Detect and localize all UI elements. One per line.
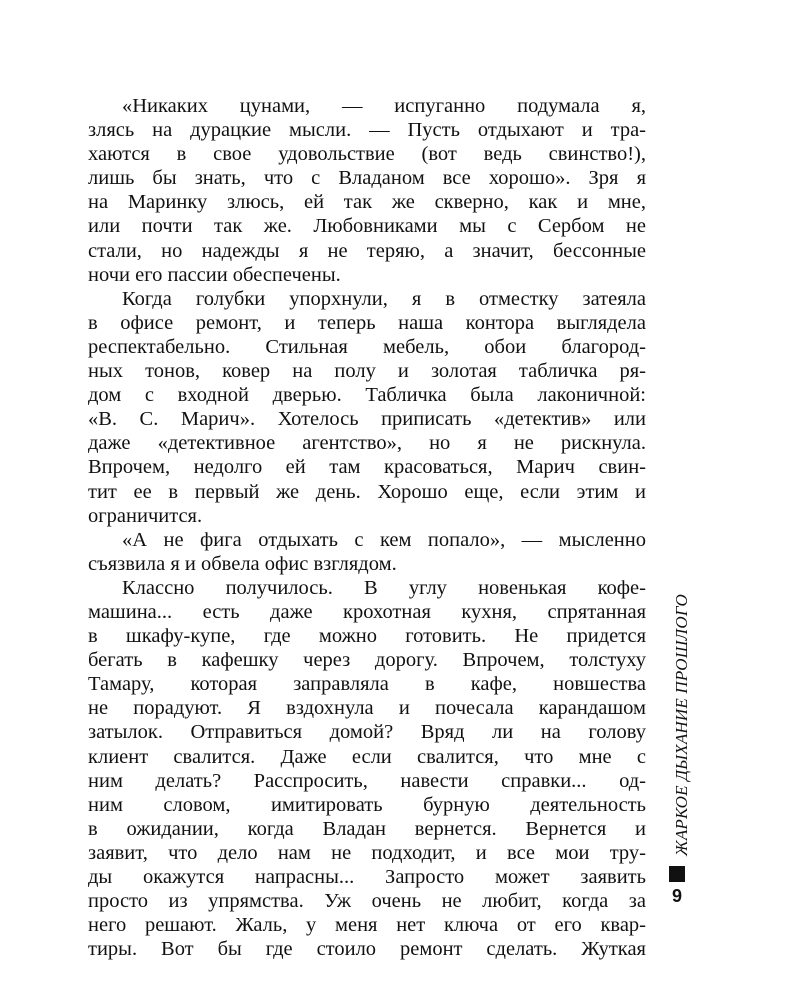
text-line: на Маринку злюсь, ей так же скверно, как и мне, (88, 191, 646, 214)
text-line: или почти так же. Любовниками мы с Сербом не (88, 215, 646, 238)
text-line: тит ее в первый же день. Хорошо еще, если этим и (88, 480, 646, 503)
text-line: «Никаких цунами, — испуганно подумала я, (122, 95, 646, 117)
text-line: ды окажутся напрасны... Запросто может заявить (88, 866, 646, 888)
body-text (88, 94, 646, 961)
text-line: ним словом, имитировать бурную деятельность (88, 793, 646, 816)
text-line: лишь бы знать, что с Владаном все хорошо». Зря я (88, 167, 646, 190)
text-line: в офисе ремонт, и теперь наша контора выглядела (88, 311, 646, 334)
text-line: клиент свалится. Даже если свалится, что мне с (88, 745, 646, 768)
text-line: ним делать? Расспросить, навести справки... од- (88, 769, 646, 792)
text-line: ночи его пассии обеспечены. (88, 263, 341, 286)
text-line: хаются в свое удовольствие (вот ведь свинство!), (88, 143, 646, 166)
text-line: бегать в кафешку через дорогу. Впрочем, толстуху (88, 649, 646, 672)
text-line: ных тонов, ковер на полу и золотая табличка ря- (88, 360, 646, 383)
text-line: злясь на дурацкие мысли. — Пусть отдыхают и тра- (88, 119, 646, 142)
text-line: Тамару, которая заправляла в кафе, новшества (88, 673, 646, 696)
text-line: стали, но надежды я не теряю, а значит, бессонные (88, 239, 646, 262)
text-line: съязвила я и обвела офис взглядом. (88, 552, 397, 575)
text-line: даже «детективное агентство», но я не рискнула. (88, 432, 646, 455)
running-head (662, 590, 702, 860)
text-line: в ожидании, когда Владан вернется. Вернется и (88, 817, 646, 840)
page-number: 9 (671, 886, 682, 906)
text-line: «В. С. Марич». Хотелось приписать «детектив» или (88, 408, 646, 431)
text-line: заявит, что дело нам не подходит, и все мои тру- (88, 841, 646, 864)
text-line: в шкафу-купе, где можно готовить. Не придется (88, 625, 646, 648)
text-line: не порадуют. Я вздохнула и почесала карандашом (88, 697, 646, 720)
running-head-title: ЖАРКОЕ ДЫХАНИЕ ПРОШЛОГО (672, 594, 691, 856)
text-line: ограничится. (88, 504, 203, 527)
text-line: просто из упрямства. Уж очень не любит, когда за (88, 890, 646, 913)
text-line: него решают. Жаль, у меня нет ключа от его квар- (88, 914, 646, 937)
text-line: тиры. Вот бы где стоило ремонт сделать. Жуткая (88, 938, 646, 961)
text-line: дом с входной дверью. Табличка была лаконичной: (88, 384, 646, 407)
text-line: респектабельно. Стильная мебель, обои благород- (88, 335, 646, 358)
text-line: затылок. Отправиться домой? Вряд ли на голову (88, 721, 646, 744)
text-line: Классно получилось. В углу новенькая кофе- (122, 576, 646, 599)
page-marker-square-icon (669, 866, 685, 882)
text-line: Когда голубки упорхнули, я в отместку затеяла (122, 287, 646, 310)
text-line: машина... есть даже крохотная кухня, спрятанная (88, 600, 646, 623)
text-line: «А не фига отдыхать с кем попало», — мысленно (122, 528, 646, 551)
text-line: Впрочем, недолго ей там красоваться, Марич свин- (88, 456, 646, 479)
